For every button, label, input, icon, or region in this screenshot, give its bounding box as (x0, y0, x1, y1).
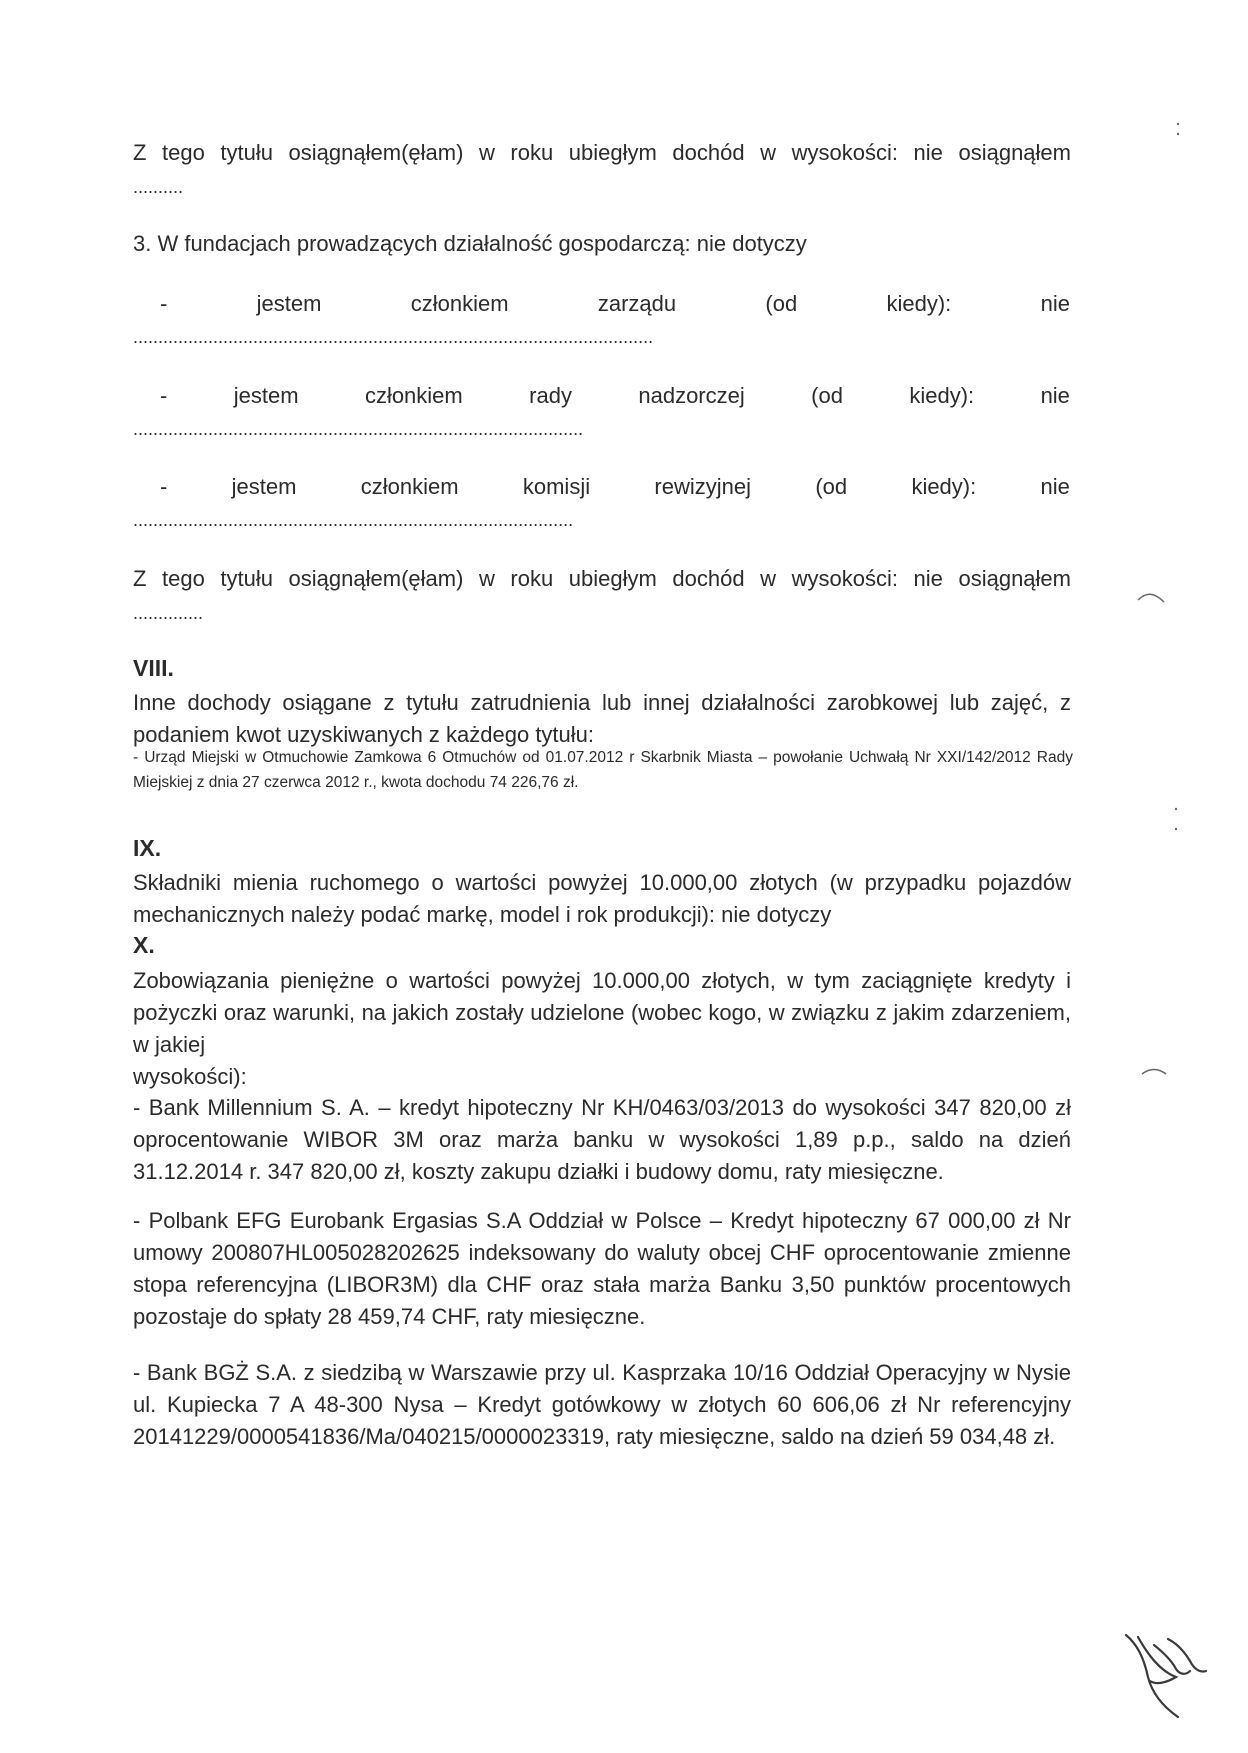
audit-word-1: jestem (231, 474, 297, 499)
supervisory-word-1: jestem (233, 383, 299, 408)
audit-dots: ........................................................................................ (133, 510, 574, 530)
board-member-line (160, 288, 1070, 320)
income-statement-line-2 (133, 563, 1071, 595)
margin-mark (1136, 590, 1166, 606)
section-viii-heading: VIII. (133, 655, 174, 681)
margin-dots (1174, 120, 1182, 140)
audit-word-2: członkiem (360, 474, 459, 499)
board-word-3: zarządu (597, 291, 677, 316)
board-word-6: nie (1040, 291, 1070, 316)
supervisory-word-7: nie (1040, 383, 1070, 408)
section-x-heading: X. (133, 932, 155, 958)
section-ix-text: Składniki mienia ruchomego o wartości powyżej 10.000,00 złotych (w przypadku pojazdów mechanicznych należy podać markę, model i rok produkcji): nie dotyczy (133, 870, 1071, 927)
audit-word-7: nie (1040, 474, 1070, 499)
section-3-title: 3. W fundacjach prowadzących działalność gospodarczą: nie dotyczy (133, 231, 807, 256)
income-statement-dots-2: .............. (133, 603, 204, 623)
audit-committee-line (160, 471, 1070, 503)
income-statement-text: Z tego tytułu osiągnąłem(ęłam) w roku ubiegłym dochód w wysokości: nie osiągnąłem (133, 140, 1071, 165)
audit-dash: - (160, 474, 168, 499)
audit-word-4: rewizyjnej (654, 474, 752, 499)
section-viii-text: Inne dochody osiągane z tytułu zatrudnienia lub innej działalności zarobkowej lub zajęć, z podaniem kwot uzyskiwanych z każdego tytułu: (133, 690, 1071, 747)
supervisory-word-2: członkiem (364, 383, 463, 408)
supervisory-dash: - (160, 383, 168, 408)
board-word-4: (od (765, 291, 798, 316)
loan-bgz: - Bank BGŻ S.A. z siedzibą w Warszawie przy ul. Kasprzaka 10/16 Oddział Operacyjny w Nysie ul. Kupiecka 7 A 48-300 Nysa – Kredyt gotówkowy w złotych 60 606,06 zł Nr referencyjny 20141229/0000541836/Ma/040215/0000023319, raty miesięczne, saldo na dzień 59 034,48 zł. (133, 1360, 1071, 1449)
board-word-2: członkiem (410, 291, 509, 316)
audit-word-6: kiedy): (911, 474, 977, 499)
income-statement-dots: .......... (133, 177, 184, 197)
income-statement-line (133, 137, 1071, 169)
section-x-intro: Zobowiązania pieniężne o wartości powyżej 10.000,00 złotych, w tym zaciągnięte kredyty i pożyczki oraz warunki, na jakich zostały udzielone (wobec kogo, w związku z jakim zdarzeniem, w jakiej (133, 968, 1071, 1057)
board-dots: ........................................................................................................ (133, 327, 654, 347)
margin-dots-2 (1172, 805, 1180, 835)
section-viii-detail: - Urząd Miejski w Otmuchowie Zamkowa 6 Otmuchów od 01.07.2012 r Skarbnik Miasta – powołanie Uchwałą Nr XXI/142/2012 Rady Miejskiej z dnia 27 czerwca 2012 r., kwota dochodu 74 226,76 zł. (133, 749, 1073, 791)
supervisory-word-4: nadzorczej (638, 383, 745, 408)
supervisory-word-6: kiedy): (909, 383, 975, 408)
margin-mark-2 (1140, 1066, 1168, 1078)
signature-initials (1118, 1625, 1218, 1725)
income-statement-text-2: Z tego tytułu osiągnąłem(ęłam) w roku ubiegłym dochód w wysokości: nie osiągnąłem (133, 566, 1071, 591)
supervisory-word-3: rady (529, 383, 572, 408)
audit-word-5: (od (815, 474, 848, 499)
board-word-5: kiedy): (886, 291, 952, 316)
board-word-1: jestem (256, 291, 322, 316)
supervisory-word-5: (od (811, 383, 843, 408)
supervisory-dots: .......................................................................................... (133, 419, 584, 439)
board-dash: - (160, 291, 168, 316)
section-ix-heading: IX. (133, 835, 162, 861)
section-x-intro-2: wysokości): (133, 1064, 247, 1089)
audit-word-3: komisji (522, 474, 591, 499)
supervisory-board-line (160, 380, 1070, 412)
loan-millennium: - Bank Millennium S. A. – kredyt hipoteczny Nr KH/0463/03/2013 do wysokości 347 820,00 zł oprocentowanie WIBOR 3M oraz marża banku w wysokości 1,89 p.p., saldo na dzień 31.12.2014 r. 347 820,00 zł, koszty zakupu działki i budowy domu, raty miesięczne. (133, 1095, 1071, 1184)
loan-polbank: - Polbank EFG Eurobank Ergasias S.A Oddział w Polsce – Kredyt hipoteczny 67 000,00 zł Nr umowy 200807HL005028202625 indeksowany do waluty obcej CHF oprocentowanie zmienne stopa referencyjna (LIBOR3M) dla CHF oraz stała marża Banku 3,50 punktów procentowych pozostaje do spłaty 28 459,74 CHF, raty miesięczne. (133, 1208, 1071, 1329)
